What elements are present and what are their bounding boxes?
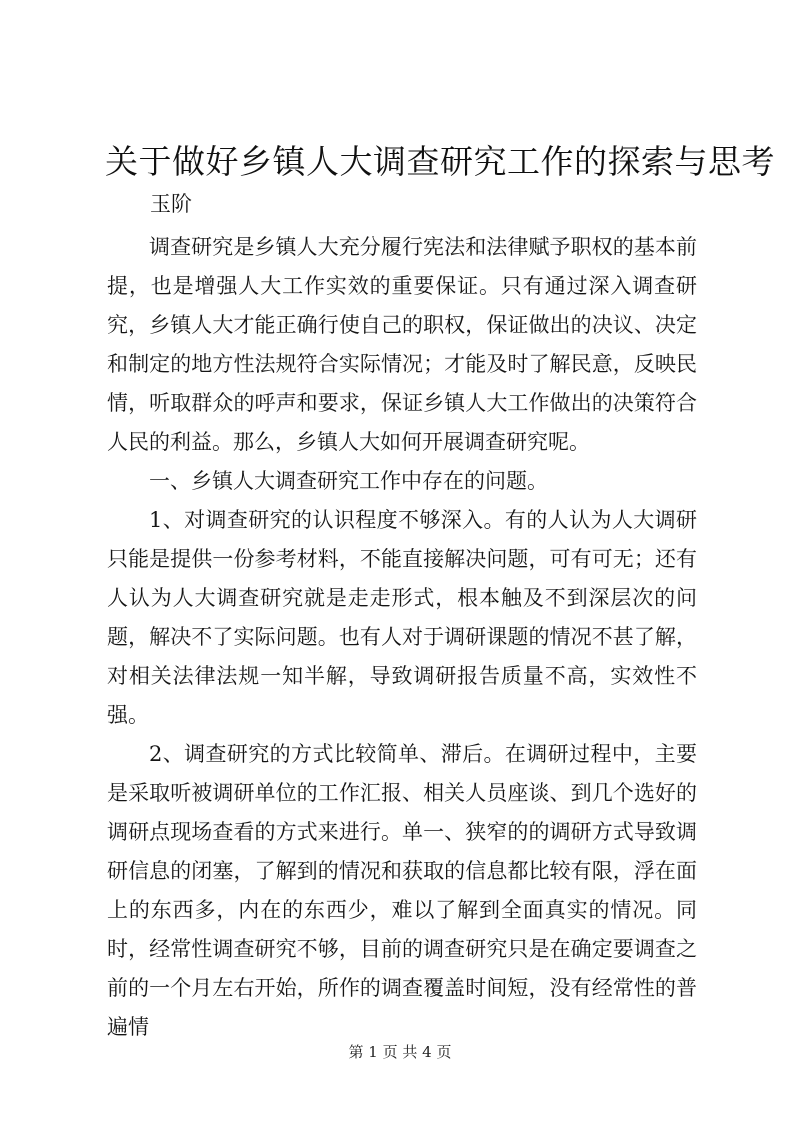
document-body <box>107 228 697 1047</box>
page-footer: 第 1 页 共 4 页 <box>348 1043 452 1061</box>
paragraph-intro: 调查研究是乡镇人大充分履行宪法和法律赋予职权的基本前提，也是增强人大工作实效的重要保证。只有通过深入调查研究，乡镇人大才能正确行使自己的职权，保证做出的决议、决定和制定的地方性法规符合实际情况；才能及时了解民意，反映民情，听取群众的呼声和要求，保证乡镇人大工作做出的决策符合人民的利益。那么，乡镇人大如何开展调查研究呢。 <box>107 235 697 454</box>
paragraph-point-2: 2、调查研究的方式比较简单、滞后。在调研过程中，主要是采取听被调研单位的工作汇报、相关人员座谈、到几个选好的调研点现场查看的方式来进行。单一、狭窄的的调研方式导致调研信息的闭塞，了解到的情况和获取的信息都比较有限，浮在面上的东西多，内在的东西少，难以了解到全面真实的情况。同时，经常性调查研究不够，目前的调查研究只是在确定要调查之前的一个月左右开始，所作的调查覆盖时间短，没有经常性的普遍情 <box>107 742 697 1039</box>
paragraph-point-1: 1、对调查研究的认识程度不够深入。有的人认为人大调研只能是提供一份参考材料，不能直接解决问题，可有可无；还有人认为人大调查研究就是走走形式，根本触及不到深层次的问题，解决不了实际问题。也有人对于调研课题的情况不甚了解，对相关法律法规一知半解，导致调研报告质量不高，实效性不强。 <box>107 508 697 727</box>
document-title: 关于做好乡镇人大调查研究工作的探索与思考 <box>105 142 775 181</box>
section-heading-1: 一、乡镇人大调查研究工作中存在的问题。 <box>149 469 548 493</box>
document-author: 玉阶 <box>150 192 192 216</box>
